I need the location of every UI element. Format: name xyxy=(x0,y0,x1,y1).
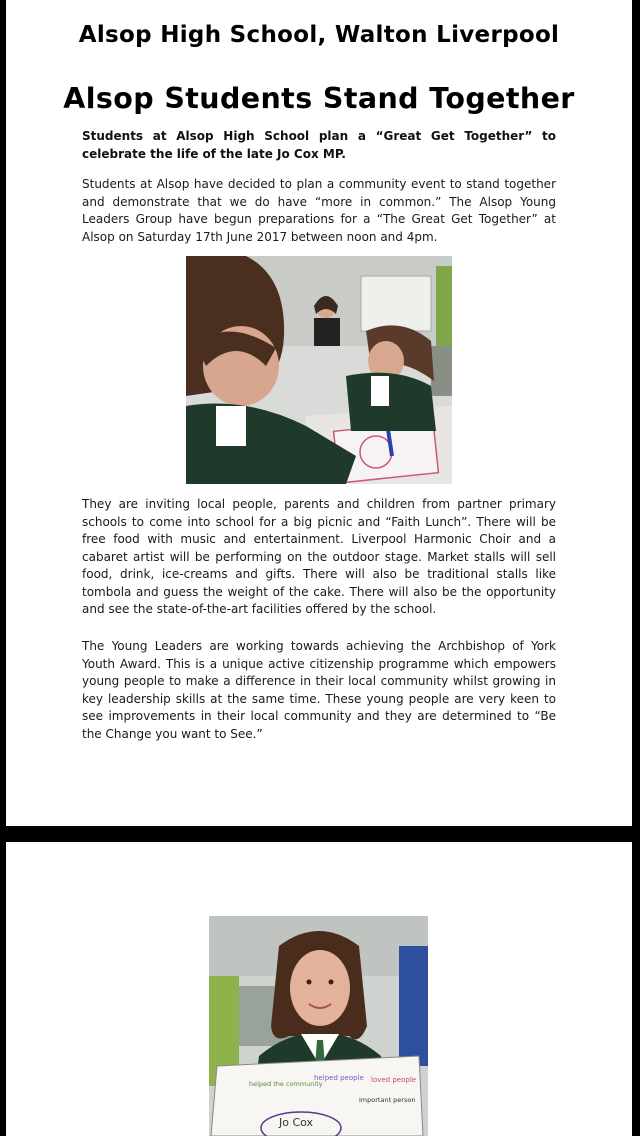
poster-note-4: important person xyxy=(359,1096,416,1104)
poster-center-text: Jo Cox xyxy=(279,1116,314,1129)
poster-note-3: helped the community xyxy=(249,1080,323,1088)
school-name: Alsop High School, Walton Liverpool xyxy=(78,22,560,48)
document-page-1 xyxy=(6,0,632,826)
article-headline: Alsop Students Stand Together xyxy=(63,82,575,115)
poster-note-1: helped people xyxy=(314,1074,364,1082)
article-lead: Students at Alsop High School plan a “Great Get Together” to celebrate the life of the late Jo Cox MP. xyxy=(82,129,556,161)
paragraph-young-leaders: The Young Leaders are working towards achieving the Archbishop of York Youth Award. This is a unique active citizenship programme which empowers young people to make a difference in their local community whilst growing in key leadership skills at the same time. These young people are very keen to see improvements in their local community and they are determined to “Be the Change you want to See.” xyxy=(82,639,556,741)
student-poster-photo xyxy=(209,916,428,1136)
document-page-2 xyxy=(6,842,632,1136)
paragraph-intro: Students at Alsop have decided to plan a community event to stand together and demonstrate that we do have “more in common.” The Alsop Young Leaders Group have begun preparations for a “The Great Get Together” at Alsop on Saturday 17th June 2017 between noon and 4pm. xyxy=(82,177,556,244)
poster-note-2: loved people xyxy=(371,1076,417,1084)
paragraph-event-details: They are inviting local people, parents and children from partner primary schools to come into school for a big picnic and “Faith Lunch”. There will be free food with music and entertainment. Liverpool Harmonic Choir and a cabaret artist will be performing on the outdoor stage. Market stalls will sell food, drink, ice-creams and gifts. There will also be traditional stalls like tombola and guess the weight of the cake. There will also be the opportunity and see the state-of-the-art facilities offered by the school. xyxy=(82,497,556,616)
students-planning-photo xyxy=(186,256,452,484)
